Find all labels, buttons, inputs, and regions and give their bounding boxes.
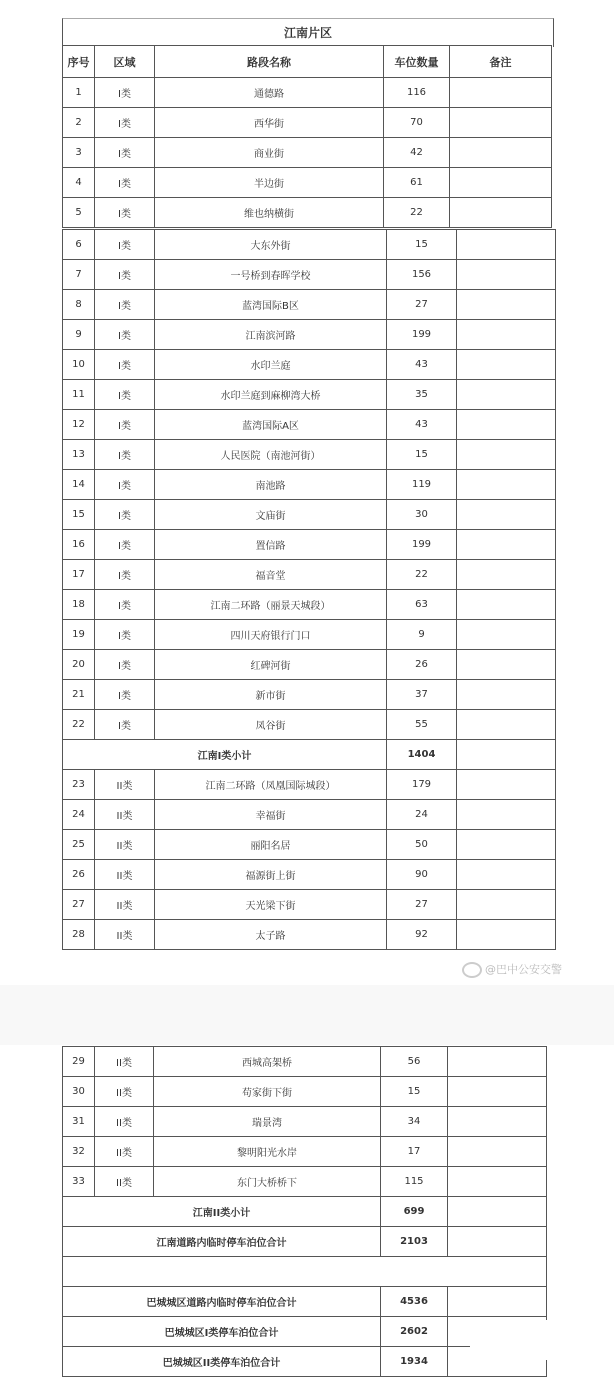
row-zone: I类: [95, 710, 155, 740]
row-count: 26: [387, 650, 457, 680]
table-row: [63, 860, 556, 890]
table-row: [63, 1137, 547, 1167]
header-road: 路段名称: [155, 46, 384, 78]
table-row: [63, 770, 556, 800]
row-road: 一号桥到春晖学校: [155, 260, 387, 290]
table-row: [63, 1167, 547, 1197]
total-all-note: [448, 1287, 547, 1317]
row-road: 通德路: [155, 78, 384, 108]
subtotal-i-value: 1404: [387, 740, 457, 770]
row-zone: I类: [95, 260, 155, 290]
total-row-all: [63, 1287, 547, 1317]
table-row: [63, 500, 556, 530]
row-seq: 6: [63, 230, 95, 260]
row-count: 15: [387, 440, 457, 470]
row-count: 55: [387, 710, 457, 740]
row-note: [457, 890, 556, 920]
row-road: 福源街上街: [155, 860, 387, 890]
row-count: 92: [387, 920, 457, 950]
row-count: 35: [387, 380, 457, 410]
row-road: 商业街: [155, 138, 384, 168]
table-row: [63, 560, 556, 590]
row-count: 34: [381, 1107, 448, 1137]
row-note: [457, 230, 556, 260]
subtotal-ii-label: 江南II类小计: [63, 1197, 381, 1227]
total-ii-value: 1934: [381, 1347, 448, 1377]
weibo-icon: [462, 962, 482, 978]
row-road: 江南滨河路: [155, 320, 387, 350]
row-zone: I类: [95, 350, 155, 380]
total-i-value: 2602: [381, 1317, 448, 1347]
page-gap: [0, 985, 614, 1045]
row-road: 西华街: [155, 108, 384, 138]
row-road: 江南二环路（凤凰国际城段）: [155, 770, 387, 800]
row-note: [457, 260, 556, 290]
total-all-value: 4536: [381, 1287, 448, 1317]
row-note: [457, 410, 556, 440]
row-note: [457, 680, 556, 710]
row-note: [448, 1077, 547, 1107]
row-seq: 28: [63, 920, 95, 950]
row-count: 27: [387, 290, 457, 320]
row-note: [450, 138, 552, 168]
table-row: [63, 800, 556, 830]
subtotal-i-note: [457, 740, 556, 770]
table-row: [63, 710, 556, 740]
row-note: [457, 770, 556, 800]
total-jn-note: [448, 1227, 547, 1257]
table-row: [63, 168, 552, 198]
row-count: 43: [387, 410, 457, 440]
total-jn-value: 2103: [381, 1227, 448, 1257]
header-zone: 区域: [95, 46, 155, 78]
row-zone: II类: [95, 920, 155, 950]
row-seq: 1: [63, 78, 95, 108]
row-road: 维也纳横街: [155, 198, 384, 228]
row-seq: 23: [63, 770, 95, 800]
row-seq: 8: [63, 290, 95, 320]
row-zone: I类: [95, 590, 155, 620]
row-count: 119: [387, 470, 457, 500]
row-zone: I类: [95, 650, 155, 680]
row-road: 天光梁下街: [155, 890, 387, 920]
row-zone: II类: [95, 1107, 154, 1137]
watermark-text: @巴中公安交警: [485, 963, 562, 976]
row-zone: I类: [95, 530, 155, 560]
row-note: [448, 1137, 547, 1167]
row-seq: 16: [63, 530, 95, 560]
table-row: [63, 920, 556, 950]
row-count: 15: [381, 1077, 448, 1107]
row-zone: I类: [95, 680, 155, 710]
row-road: 东门大桥桥下: [154, 1167, 381, 1197]
row-road: 新市街: [155, 680, 387, 710]
row-count: 70: [384, 108, 450, 138]
row-count: 63: [387, 590, 457, 620]
table-row: [63, 680, 556, 710]
row-count: 199: [387, 530, 457, 560]
row-note: [457, 320, 556, 350]
row-seq: 9: [63, 320, 95, 350]
table-row: [63, 78, 552, 108]
table-row: [63, 1047, 547, 1077]
row-zone: I类: [95, 290, 155, 320]
row-seq: 20: [63, 650, 95, 680]
row-zone: I类: [95, 620, 155, 650]
row-zone: I类: [95, 560, 155, 590]
table-row: [63, 138, 552, 168]
total-row-jiangnan: [63, 1227, 547, 1257]
row-road: 水印兰庭到麻柳湾大桥: [155, 380, 387, 410]
total-all-label: 巴城城区道路内临时停车泊位合计: [63, 1287, 381, 1317]
row-count: 24: [387, 800, 457, 830]
row-zone: II类: [95, 1047, 154, 1077]
row-seq: 3: [63, 138, 95, 168]
header-seq: 序号: [63, 46, 95, 78]
table-row: [63, 620, 556, 650]
row-zone: I类: [95, 410, 155, 440]
row-zone: I类: [95, 230, 155, 260]
row-road: 瑞景湾: [154, 1107, 381, 1137]
row-count: 50: [387, 830, 457, 860]
row-note: [450, 108, 552, 138]
row-zone: I类: [95, 380, 155, 410]
table-row: [63, 440, 556, 470]
row-count: 27: [387, 890, 457, 920]
row-road: 南池路: [155, 470, 387, 500]
row-seq: 7: [63, 260, 95, 290]
row-note: [457, 590, 556, 620]
row-count: 199: [387, 320, 457, 350]
row-road: 福音堂: [155, 560, 387, 590]
row-seq: 31: [63, 1107, 95, 1137]
header-count: 车位数量: [384, 46, 450, 78]
header-note: 备注: [450, 46, 552, 78]
row-zone: I类: [95, 138, 155, 168]
row-note: [457, 920, 556, 950]
table-row: [63, 590, 556, 620]
row-seq: 4: [63, 168, 95, 198]
row-note: [457, 710, 556, 740]
row-seq: 33: [63, 1167, 95, 1197]
row-note: [457, 650, 556, 680]
row-seq: 15: [63, 500, 95, 530]
table-row: [63, 1107, 547, 1137]
row-zone: II类: [95, 1077, 154, 1107]
row-zone: II类: [95, 1167, 154, 1197]
row-road: 水印兰庭: [155, 350, 387, 380]
row-zone: II类: [95, 1137, 154, 1167]
header-row: [63, 46, 552, 78]
row-zone: I类: [95, 470, 155, 500]
row-zone: I类: [95, 78, 155, 108]
row-note: [457, 530, 556, 560]
table-row: [63, 650, 556, 680]
row-count: 43: [387, 350, 457, 380]
row-note: [457, 560, 556, 590]
parking-table-part-2: [62, 229, 556, 950]
row-count: 30: [387, 500, 457, 530]
row-seq: 30: [63, 1077, 95, 1107]
parking-table-part-1: [62, 45, 552, 228]
row-road: 凤谷街: [155, 710, 387, 740]
empty-row: [63, 1257, 547, 1287]
row-seq: 12: [63, 410, 95, 440]
table-row: [63, 830, 556, 860]
row-zone: I类: [95, 500, 155, 530]
row-count: 90: [387, 860, 457, 890]
row-road: 大东外街: [155, 230, 387, 260]
row-road: 太子路: [155, 920, 387, 950]
row-note: [457, 830, 556, 860]
subtotal-row-i: [63, 740, 556, 770]
row-note: [457, 440, 556, 470]
row-seq: 18: [63, 590, 95, 620]
row-seq: 14: [63, 470, 95, 500]
row-count: 179: [387, 770, 457, 800]
row-note: [448, 1047, 547, 1077]
row-note: [450, 78, 552, 108]
row-zone: I类: [95, 320, 155, 350]
row-note: [457, 290, 556, 320]
row-note: [457, 800, 556, 830]
subtotal-i-label: 江南I类小计: [63, 740, 387, 770]
row-road: 丽阳名居: [155, 830, 387, 860]
row-road: 红碑河街: [155, 650, 387, 680]
row-count: 15: [387, 230, 457, 260]
row-zone: I类: [95, 440, 155, 470]
table-row: [63, 320, 556, 350]
watermark: [462, 961, 562, 978]
row-zone: II类: [95, 890, 155, 920]
row-count: 156: [387, 260, 457, 290]
subtotal-row-ii: [63, 1197, 547, 1227]
row-count: 22: [387, 560, 457, 590]
table-row: [63, 260, 556, 290]
row-road: 黎明阳光水岸: [154, 1137, 381, 1167]
row-count: 9: [387, 620, 457, 650]
row-seq: 26: [63, 860, 95, 890]
table-row: [63, 890, 556, 920]
table-row: [63, 380, 556, 410]
row-road: 苟家街下街: [154, 1077, 381, 1107]
row-zone: II类: [95, 770, 155, 800]
row-zone: II类: [95, 860, 155, 890]
row-count: 17: [381, 1137, 448, 1167]
table-row: [63, 290, 556, 320]
row-count: 37: [387, 680, 457, 710]
row-road: 半边街: [155, 168, 384, 198]
subtotal-ii-value: 699: [381, 1197, 448, 1227]
row-seq: 19: [63, 620, 95, 650]
row-zone: I类: [95, 168, 155, 198]
table-row: [63, 350, 556, 380]
row-count: 116: [384, 78, 450, 108]
row-road: 西城高架桥: [154, 1047, 381, 1077]
row-seq: 11: [63, 380, 95, 410]
row-seq: 32: [63, 1137, 95, 1167]
table-row: [63, 470, 556, 500]
row-note: [457, 470, 556, 500]
row-seq: 13: [63, 440, 95, 470]
row-seq: 10: [63, 350, 95, 380]
row-road: 四川天府银行门口: [155, 620, 387, 650]
row-seq: 5: [63, 198, 95, 228]
row-seq: 29: [63, 1047, 95, 1077]
row-road: 置信路: [155, 530, 387, 560]
table-row: [63, 108, 552, 138]
row-seq: 17: [63, 560, 95, 590]
row-road: 江南二环路（丽景天城段）: [155, 590, 387, 620]
row-note: [448, 1167, 547, 1197]
row-road: 人民医院（南池河街）: [155, 440, 387, 470]
row-count: 42: [384, 138, 450, 168]
blank-patch: [470, 1320, 554, 1360]
table-title: 江南片区: [62, 18, 554, 47]
row-count: 61: [384, 168, 450, 198]
row-zone: II类: [95, 830, 155, 860]
row-seq: 24: [63, 800, 95, 830]
row-note: [457, 500, 556, 530]
row-note: [457, 620, 556, 650]
row-seq: 27: [63, 890, 95, 920]
row-seq: 22: [63, 710, 95, 740]
table-row: [63, 230, 556, 260]
row-note: [448, 1107, 547, 1137]
row-road: 蓝湾国际A区: [155, 410, 387, 440]
row-count: 115: [381, 1167, 448, 1197]
row-note: [457, 350, 556, 380]
table-row: [63, 410, 556, 440]
table-row: [63, 198, 552, 228]
row-road: 文庙街: [155, 500, 387, 530]
row-count: 22: [384, 198, 450, 228]
total-i-label: 巴城城区I类停车泊位合计: [63, 1317, 381, 1347]
empty-cell: [63, 1257, 547, 1287]
row-note: [450, 168, 552, 198]
total-ii-label: 巴城城区II类停车泊位合计: [63, 1347, 381, 1377]
subtotal-ii-note: [448, 1197, 547, 1227]
row-seq: 2: [63, 108, 95, 138]
row-note: [450, 198, 552, 228]
row-road: 蓝湾国际B区: [155, 290, 387, 320]
row-zone: II类: [95, 800, 155, 830]
row-zone: I类: [95, 108, 155, 138]
row-note: [457, 380, 556, 410]
table-row: [63, 530, 556, 560]
row-note: [457, 860, 556, 890]
row-count: 56: [381, 1047, 448, 1077]
row-zone: I类: [95, 198, 155, 228]
row-road: 幸福街: [155, 800, 387, 830]
row-seq: 21: [63, 680, 95, 710]
total-jn-label: 江南道路内临时停车泊位合计: [63, 1227, 381, 1257]
table-row: [63, 1077, 547, 1107]
row-seq: 25: [63, 830, 95, 860]
